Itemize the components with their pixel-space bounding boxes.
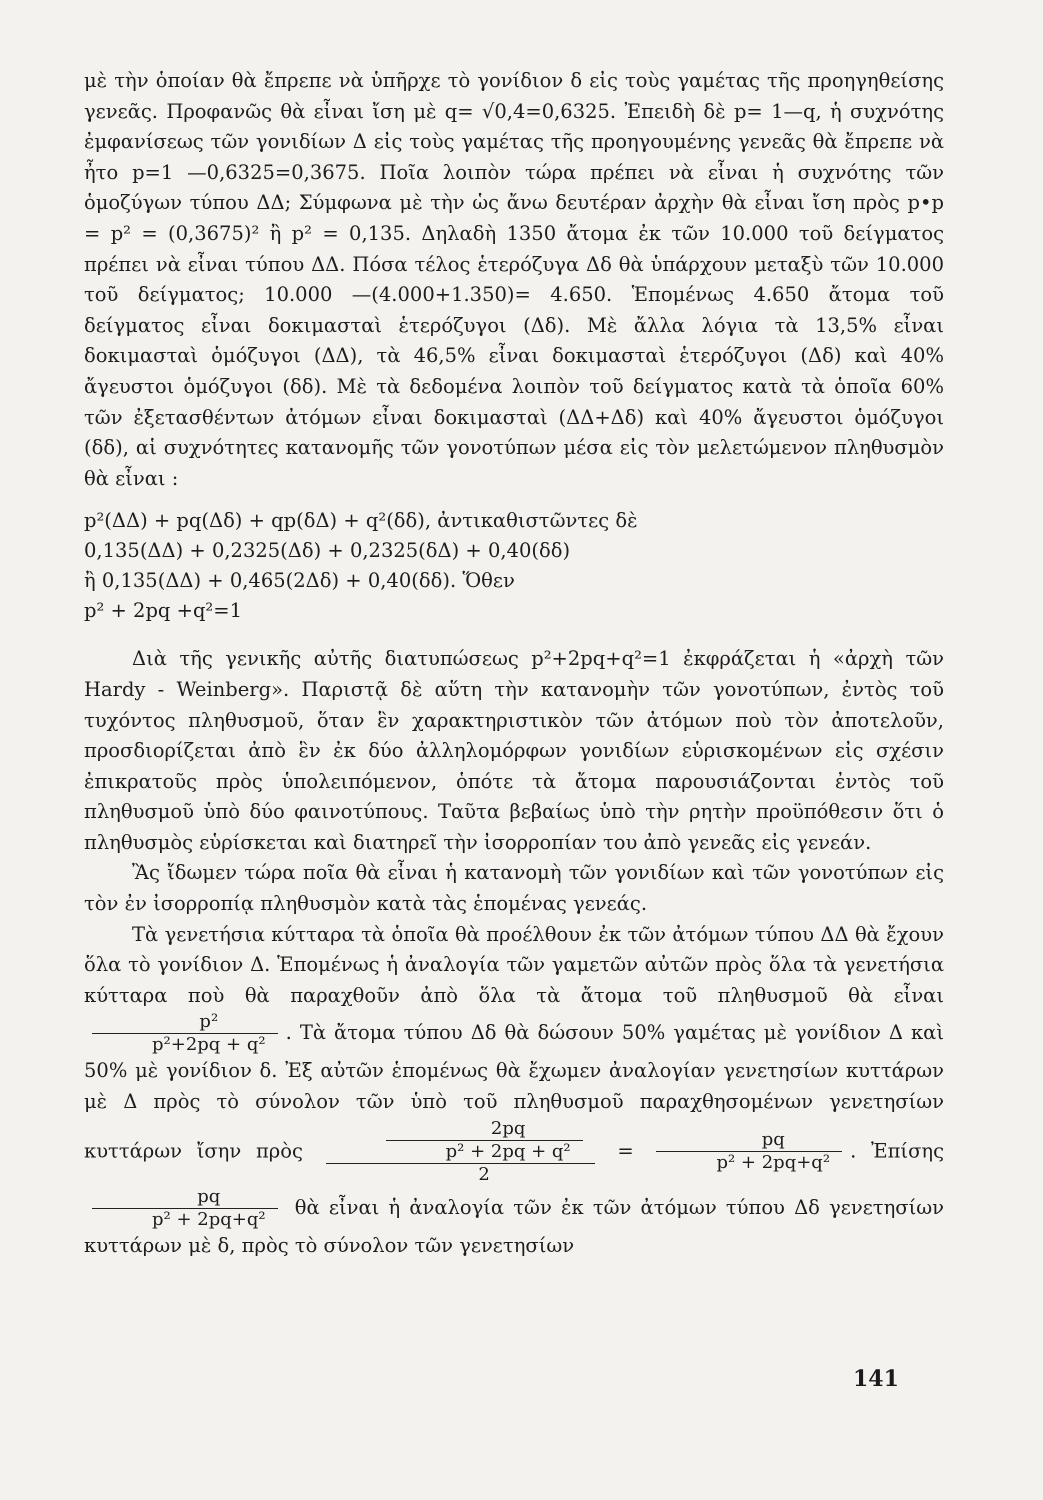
equation-line: ἢ 0,135(ΔΔ) + 0,465(2Δδ) + 0,40(δδ). Ὅθεν	[84, 569, 515, 593]
fraction-denominator: p² + 2pq+q²	[152, 1208, 266, 1230]
paragraph-text: . Τὰ ἄτομα τύπου Δδ θὰ δώσουν 50% γαμέτας μὲ γονίδιον Δ καὶ 50% μὲ γονίδιον δ. Ἐξ αὐτῶν ἑπομένως θὰ ἔχωμεν ἀναλογίαν γενετησίων κυττάρων μὲ Δ πρὸς τὸ σύνολον τῶν ὑπὸ τοῦ πληθυσμοῦ παραχθησομένων γενετησίων κυττάρων ἴσην πρὸς	[84, 1021, 944, 1163]
fraction-numerator: p²	[92, 1011, 278, 1034]
equation-block	[84, 506, 944, 626]
compound-fraction	[326, 1118, 595, 1186]
paragraph: Ἂς ἴδωμεν τώρα ποῖα θὰ εἶναι ἡ κατανομὴ τῶν γονιδίων καὶ τῶν γονοτύπων εἰς τὸν ἐν ἰσορροπίᾳ πληθυσμὸν κατὰ τὰς ἑπομένας γενεάς.	[84, 861, 944, 916]
fraction-denominator: p² + 2pq+q²	[716, 1152, 831, 1174]
fraction	[92, 1186, 278, 1231]
fraction-denominator: p² + 2pq + q²	[445, 1140, 571, 1162]
paragraph: μὲ τὴν ὁποίαν θὰ ἔπρεπε νὰ ὑπῆρχε τὸ γονίδιον δ εἰς τοὺς γαμέτας τῆς προηγηθείσης γενεᾶς. Προφανῶς θὰ εἶναι ἴση μὲ q= √0,4=0,6325. Ἐπειδὴ δὲ p= 1—q, ἡ συχνότης ἐμφανίσεως τῶν γονιδίων Δ εἰς τοὺς γαμέτας τῆς προηγουμένης γενεᾶς θὰ ἔπρεπε νὰ ἦτο p=1 —0,6325=0,3675. Ποῖα λοιπὸν τώρα πρέπει νὰ εἶναι ἡ συχνότης τῶν ὁμοζύγων τύπου ΔΔ; Σύμφωνα μὲ τὴν ὡς ἄνω δευτέραν ἀρχὴν θὰ εἶναι ἴση πρὸς p•p = p² = (0,3675)² ἢ p² = 0,135. Δηλαδὴ 1350 ἄτομα ἐκ τῶν 10.000 τοῦ δείγματος πρέπει νὰ εἶναι τύπου ΔΔ. Πόσα τέλος ἑτερόζυγα Δδ θὰ ὑπάρχουν μεταξὺ τῶν 10.000 τοῦ δείγματος; 10.000 —(4.000+1.350)= 4.650. Ἑπομένως 4.650 ἄτομα τοῦ δείγματος εἶναι δοκιμασταὶ ἑτερόζυγοι (Δδ). Μὲ ἄλλα λόγια τὰ 13,5% εἶναι δοκιμασταὶ ὁμόζυγοι (ΔΔ), τὰ 46,5% εἶναι δοκιμασταὶ ἑτερόζυγοι (Δδ) καὶ 40% ἄγευστοι ὁμόζυγοι (δδ). Μὲ τὰ δεδομένα λοιπὸν τοῦ δείγματος κατὰ τὰ ὁποῖα 60% τῶν ἐξετασθέντων ἀτόμων εἶναι δοκιμασταὶ (ΔΔ+Δδ) καὶ 40% ἄγευστοι ὁμόζυγοι (δδ), αἱ συχνότητες κατανομῆς τῶν γονοτύπων μέσα εἰς τὸν μελετώμενον πληθυσμὸν θὰ εἶναι :	[84, 69, 944, 490]
fraction-numerator	[326, 1118, 595, 1164]
paragraph-text: . Ἐπίσης	[850, 1139, 944, 1163]
equals-sign: =	[617, 1139, 634, 1163]
paragraph-text: Τὰ γενετήσια κύτταρα τὰ ὁποῖα θὰ προέλθουν ἐκ τῶν ἀτόμων τύπου ΔΔ θὰ ἔχουν ὅλα τὸ γονίδιον Δ. Ἑπομένως ἡ ἀναλογία τῶν γαμετῶν αὐτῶν πρὸς ὅλα τὰ γενετήσια κύτταρα ποὺ θὰ παραχθοῦν ἀπὸ ὅλα τὰ ἄτομα τοῦ πληθυσμοῦ θὰ εἶναι	[84, 922, 944, 1007]
equation-line: p²(ΔΔ) + pq(Δδ) + qp(δΔ) + q²(δδ), ἀντικαθιστῶντες δὲ	[84, 509, 638, 533]
fraction-denominator: 2	[478, 1163, 490, 1185]
fraction-denominator: p²+2pq + q²	[152, 1034, 266, 1056]
fraction	[656, 1129, 842, 1174]
fraction-numerator: pq	[92, 1186, 278, 1209]
page-number: 141	[853, 1366, 899, 1392]
equation-line: p² + 2pq +q²=1	[84, 599, 242, 623]
paragraph-text: θὰ εἶναι ἡ ἀναλογία τῶν ἐκ τῶν ἀτόμων τύπου Δδ γενετησίων κυττάρων μὲ δ, πρὸς τὸ σύνολον τῶν γενετησίων	[84, 1195, 944, 1257]
fraction	[92, 1011, 278, 1056]
fraction-numerator: 2pq	[386, 1118, 583, 1141]
paragraph: Διὰ τῆς γενικῆς αὐτῆς διατυπώσεως p²+2pq+q²=1 ἐκφράζεται ἡ «ἀρχὴ τῶν Hardy - Weinberg». Παριστᾷ δὲ αὕτη τὴν κατανομὴν τῶν γονοτύπων, ἐντὸς τοῦ τυχόντος πληθυσμοῦ, ὅταν ἓν χαρακτηριστικὸν τῶν ἀτόμων ποὺ τὸν ἀποτελοῦν, προσδιορίζεται ἀπὸ ἓν ἐκ δύο ἀλληλομόρφων γονιδίων εὑρισκομένων εἰς σχέσιν ἐπικρατοῦς πρὸς ὑπολειπόμενον, ὁπότε τὰ ἄτομα παρουσιάζονται ἐντὸς τοῦ πληθυσμοῦ ὑπὸ δύο φαινοτύπους. Ταῦτα βεβαίως ὑπὸ τὴν ρητὴν προϋπόθεσιν ὅτι ὁ πληθυσμὸς εὑρίσκεται καὶ διατηρεῖ τὴν ἰσορροπίαν του ἀπὸ γενεᾶς εἰς γενεάν.	[84, 647, 944, 854]
fraction-numerator: pq	[656, 1129, 842, 1152]
inner-fraction	[386, 1118, 583, 1163]
paragraph	[84, 920, 944, 1262]
body-text	[84, 66, 944, 1261]
equation-line: 0,135(ΔΔ) + 0,2325(Δδ) + 0,2325(δΔ) + 0,40(δδ)	[84, 539, 571, 563]
